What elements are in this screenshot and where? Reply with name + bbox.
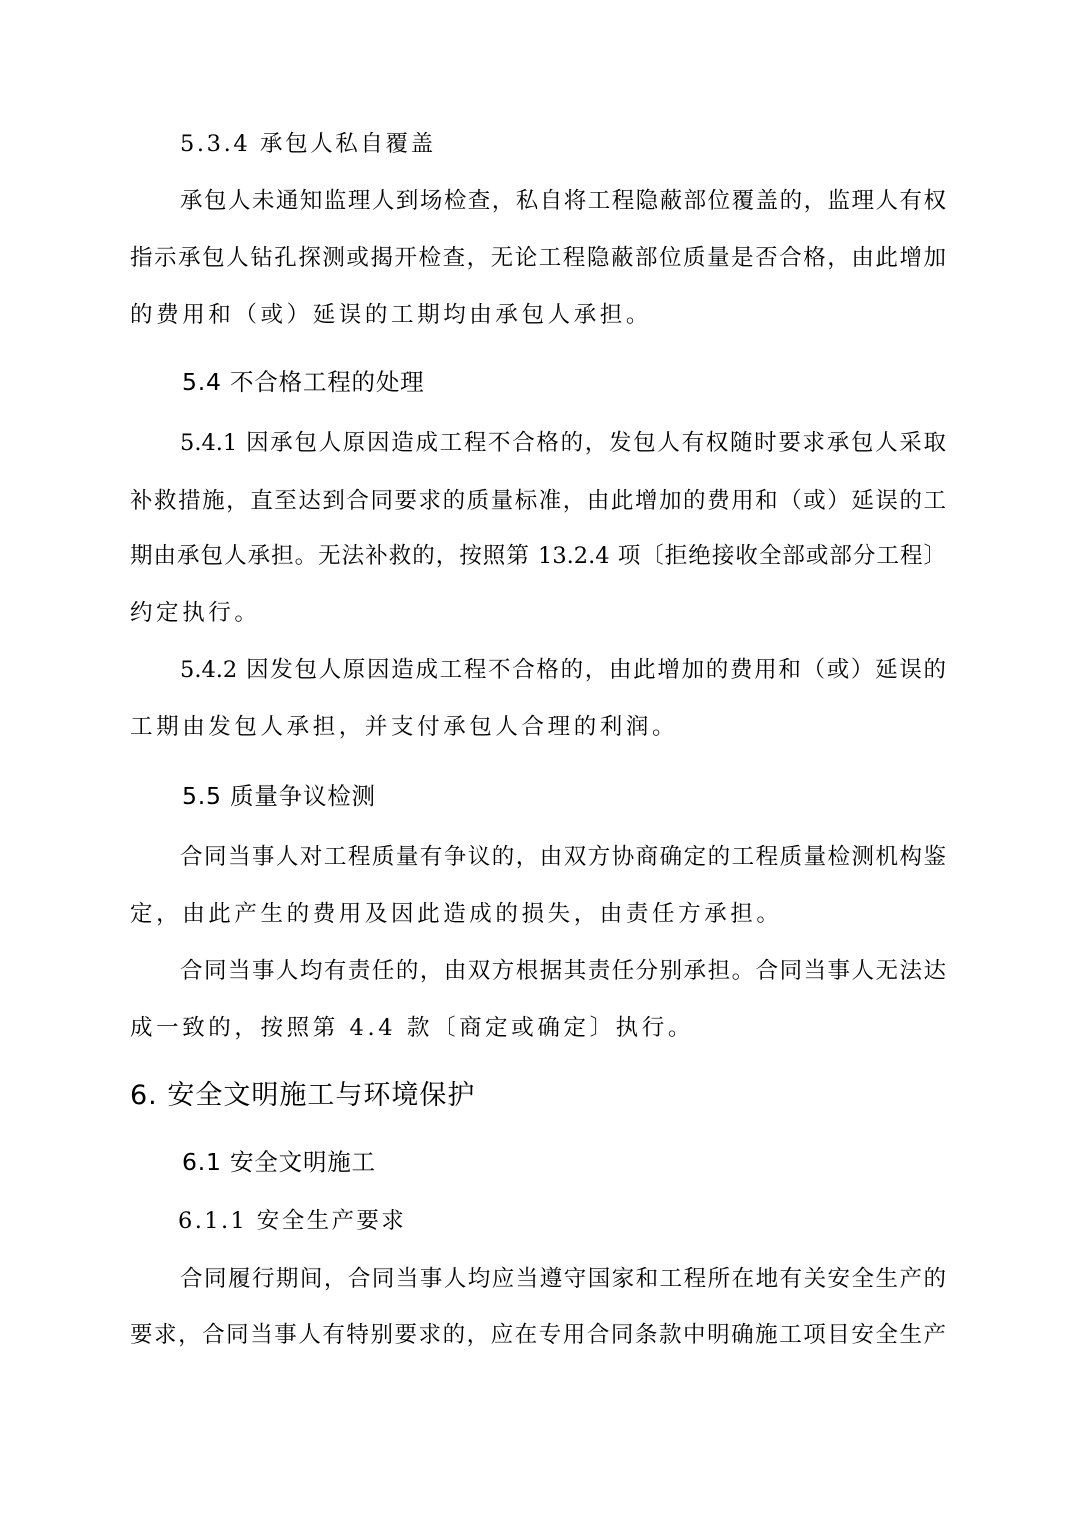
- chapter-heading-6: 6. 安全文明施工与环境保护: [130, 1080, 476, 1111]
- paragraph-line: 合同当事人均有责任的，由双方根据其责任分别承担。合同当事人无法达: [180, 958, 946, 984]
- paragraph-line: 的费用和（或）延误的工期均由承包人承担。: [130, 302, 653, 328]
- section-heading-5-3-4: 5.3.4 承包人私自覆盖: [180, 131, 436, 157]
- paragraph-line: 成一致的，按照第 4.4 款〔商定或确定〕执行。: [130, 1015, 694, 1041]
- section-heading-6-1-1: 6.1.1 安全生产要求: [178, 1208, 407, 1234]
- paragraph-line: 指示承包人钻孔探测或揭开检查，无论工程隐蔽部位质量是否合格，由此增加: [130, 245, 946, 271]
- paragraph-line: 合同当事人对工程质量有争议的，由双方协商确定的工程质量检测机构鉴: [180, 844, 946, 870]
- paragraph-line: 定，由此产生的费用及因此造成的损失，由责任方承担。: [130, 901, 783, 927]
- paragraph-line: 5.4.1 因承包人原因造成工程不合格的，发包人有权随时要求承包人采取: [180, 430, 946, 456]
- paragraph-line: 约定执行。: [130, 600, 261, 626]
- section-heading-6-1: 6.1 安全文明施工: [182, 1148, 376, 1176]
- paragraph-line: 合同履行期间，合同当事人均应当遵守国家和工程所在地有关安全生产的: [180, 1266, 946, 1292]
- paragraph-line: 补救措施，直至达到合同要求的质量标准，由此增加的费用和（或）延误的工: [130, 488, 946, 514]
- paragraph-line: 要求，合同当事人有特别要求的，应在专用合同条款中明确施工项目安全生产: [130, 1322, 946, 1348]
- paragraph-line: 承包人未通知监理人到场检查，私自将工程隐蔽部位覆盖的，监理人有权: [180, 188, 946, 214]
- paragraph-line: 工期由发包人承担，并支付承包人合理的利润。: [130, 714, 679, 740]
- section-heading-5-4: 5.4 不合格工程的处理: [182, 368, 425, 396]
- paragraph-line: 5.4.2 因发包人原因造成工程不合格的，由此增加的费用和（或）延误的: [180, 657, 946, 683]
- paragraph-line: 期由承包人承担。无法补救的，按照第 13.2.4 项〔拒绝接收全部或部分工程〕: [130, 543, 946, 569]
- section-heading-5-5: 5.5 质量争议检测: [182, 782, 376, 810]
